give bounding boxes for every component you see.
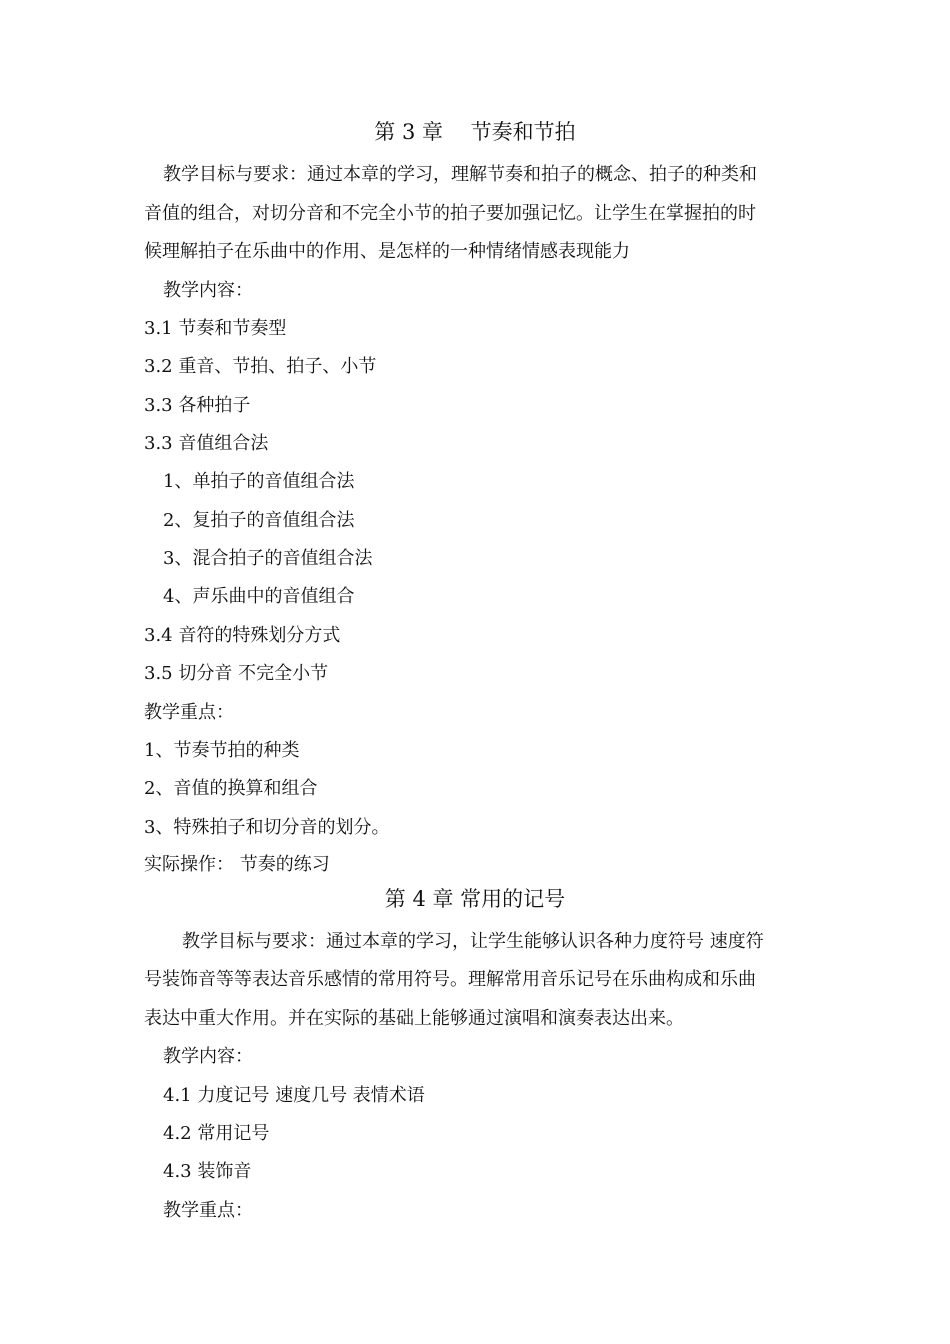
chapter3-subitem-4: 4、声乐曲中的音值组合 bbox=[163, 586, 355, 607]
chapter4-item-4-3: 4.3 装饰音 bbox=[163, 1161, 252, 1182]
chapter3-item-3-4: 3.4 音符的特殊划分方式 bbox=[144, 625, 341, 646]
chapter4-item-4-1: 4.1 力度记号 速度几号 表情术语 bbox=[163, 1085, 425, 1106]
chapter3-subitem-3: 3、混合拍子的音值组合法 bbox=[163, 548, 373, 569]
chapter3-subitem-1: 1、单拍子的音值组合法 bbox=[163, 471, 355, 492]
chapter3-item-3-3a: 3.3 各种拍子 bbox=[144, 395, 251, 416]
chapter3-item-3-3b: 3.3 音值组合法 bbox=[144, 433, 269, 454]
chapter3-objective-line-3: 候理解拍子在乐曲中的作用、是怎样的一种情绪情感表现能力 bbox=[144, 241, 630, 262]
chapter4-key-label: 教学重点： bbox=[163, 1200, 253, 1221]
chapter3-objective-line-1: 教学目标与要求：通过本章的学习，理解节奏和拍子的概念、拍子的种类和 bbox=[163, 164, 757, 185]
chapter4-item-4-2: 4.2 常用记号 bbox=[163, 1123, 270, 1144]
chapter4-title: 第 4 章 常用的记号 bbox=[384, 887, 566, 911]
chapter3-content-label: 教学内容： bbox=[163, 280, 253, 301]
chapter3-title: 第 3 章 节奏和节拍 bbox=[374, 120, 576, 144]
chapter3-key-point-3: 3、特殊拍子和切分音的划分。 bbox=[144, 817, 390, 838]
chapter3-key-label: 教学重点： bbox=[144, 702, 234, 723]
chapter3-item-3-1: 3.1 节奏和节奏型 bbox=[144, 318, 287, 339]
chapter3-subitem-2: 2、复拍子的音值组合法 bbox=[163, 510, 355, 531]
chapter4-objective-line-3: 表达中重大作用。并在实际的基础上能够通过演唱和演奏表达出来。 bbox=[144, 1008, 684, 1029]
chapter3-key-point-2: 2、音值的换算和组合 bbox=[144, 778, 318, 799]
chapter3-key-point-1: 1、节奏节拍的种类 bbox=[144, 740, 300, 761]
chapter3-item-3-2: 3.2 重音、节拍、拍子、小节 bbox=[144, 356, 377, 377]
chapter3-practice: 实际操作： 节奏的练习 bbox=[144, 854, 330, 875]
chapter3-objective-line-2: 音值的组合，对切分音和不完全小节的拍子要加强记忆。让学生在掌握拍的时 bbox=[144, 203, 756, 224]
chapter4-objective-line-2: 号装饰音等等表达音乐感情的常用符号。理解常用音乐记号在乐曲构成和乐曲 bbox=[144, 969, 756, 990]
chapter4-content-label: 教学内容： bbox=[163, 1046, 253, 1067]
chapter4-objective-line-1: 教学目标与要求：通过本章的学习，让学生能够认识各种力度符号 速度符 bbox=[182, 931, 764, 952]
chapter3-item-3-5: 3.5 切分音 不完全小节 bbox=[144, 663, 329, 684]
